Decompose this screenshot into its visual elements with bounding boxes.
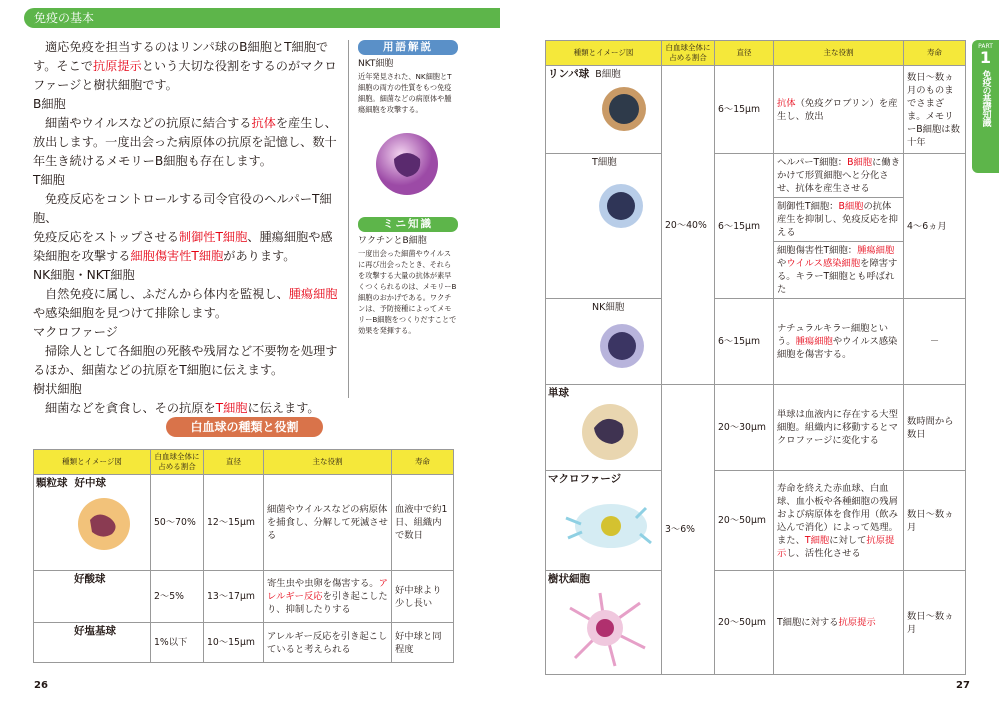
- cell-type: [546, 66, 662, 154]
- section-title: 白血球の種類と役割: [166, 417, 323, 437]
- header-cell: 直径: [204, 450, 264, 475]
- t-role-cytotoxic: [774, 242, 903, 298]
- chapter-header: 免疫の基本: [24, 8, 500, 28]
- keyword: 抗原提示: [838, 617, 876, 628]
- text: 自然免疫に属し、ふだんから体内を監視し、: [45, 287, 289, 301]
- text: 染細胞を攻撃する: [33, 249, 131, 263]
- part-title: 免疫の基礎知識: [980, 70, 991, 126]
- text: し、活性化させる: [786, 547, 861, 559]
- header-cell: 主な役割: [264, 450, 392, 475]
- cell-role: 単球は血液内に存在する大型細胞。組織内に移動するとマクロファージに変化する: [774, 385, 904, 471]
- text: ヘルパーT細胞：: [777, 157, 848, 168]
- page-number: 26: [34, 680, 48, 691]
- text: に働きかけて形質細胞へと分化させ、抗体を産生させる: [777, 157, 900, 194]
- table-row: [546, 385, 966, 471]
- cell-role: [264, 571, 392, 623]
- cell-diameter: 10～15μm: [204, 623, 264, 663]
- header-cell: 主な役割: [774, 41, 904, 66]
- t-role-helper: [774, 154, 903, 198]
- main-text: [33, 38, 338, 418]
- table-row: [34, 623, 454, 663]
- cell-type: [34, 475, 151, 571]
- keyword: 細胞傷害性T細胞: [130, 249, 224, 263]
- cell-role: [774, 571, 904, 675]
- cell-name: 好中球: [74, 477, 106, 489]
- keyword: 制御性T細胞: [178, 230, 248, 244]
- cell-life: 数時間から数日: [904, 385, 966, 471]
- text: 、腫瘍細胞や感: [247, 230, 333, 244]
- cell-type: [546, 299, 662, 385]
- cell-role: [774, 154, 904, 299]
- cell-type: [546, 385, 662, 471]
- left-table: [33, 449, 454, 663]
- keyword: 腫瘍細胞: [795, 336, 833, 347]
- table-row: [34, 571, 454, 623]
- neutrophil-illustration: [76, 496, 132, 552]
- table-row: [546, 66, 966, 154]
- text: 細胞傷害性T細胞：: [777, 245, 858, 256]
- text: T細胞に対する: [777, 617, 839, 628]
- text: 年生き続けるメモリーB細胞も存在します。: [33, 154, 272, 168]
- text: を障害する。キラーT細胞とも呼ばれた: [777, 258, 898, 295]
- term-text: 近年発見された、NK細胞とT細胞の両方の性質をもつ免疫細胞。細菌などの病原体や腫瘍細胞を攻撃する。: [358, 72, 452, 114]
- cell-diameter: 6～15μm: [715, 299, 774, 385]
- t-cell-illustration: [596, 181, 646, 231]
- keyword: 腫瘍細胞: [288, 287, 338, 301]
- cell-life: －: [904, 299, 966, 385]
- text: 細菌などを貪食し、その抗原を: [45, 401, 216, 415]
- right-page: [500, 0, 999, 709]
- table-header-row: [546, 41, 966, 66]
- table-row: [546, 471, 966, 571]
- cell-name: マクロファージ: [548, 473, 622, 485]
- mini-badge: ミニ知識: [358, 217, 458, 232]
- term-title: NKT細胞: [358, 59, 394, 69]
- divider: [348, 40, 349, 398]
- text: 寿命を終えた赤血球、白血球、血小板や各種細胞の残屑および病原体を食作用（飲み込んで消化）によって処理。また、: [777, 482, 898, 546]
- cell-life: 数日～数ヵ月: [904, 571, 966, 675]
- cell-group: リンパ球: [548, 68, 590, 80]
- monocyte-illustration: [578, 400, 642, 464]
- header-cell: 寿命: [904, 41, 966, 66]
- cell-ratio: 2～5%: [151, 571, 204, 623]
- text: や感染細胞を見つけて排除します。: [33, 306, 228, 320]
- term-badge: 用語解説: [358, 40, 458, 55]
- text: （免疫グロブリン）を産生し、放出: [777, 97, 898, 122]
- text: るほか、細菌などの抗原をT細胞に伝えます。: [33, 363, 284, 377]
- cell-life: 好中球より少し長い: [392, 571, 454, 623]
- text: ナチュラルキラー細胞という。: [777, 323, 889, 347]
- cell-name: T細胞: [592, 157, 617, 168]
- header-cell: 寿命: [392, 450, 454, 475]
- cell-diameter: 12～15μm: [204, 475, 264, 571]
- text: の抗体産生を抑制し、免疫反応を抑える: [777, 201, 898, 238]
- cell-group: 顆粒球: [36, 477, 68, 489]
- text: を産生し、: [275, 116, 337, 130]
- page-number: 27: [956, 680, 970, 691]
- cell-type: [34, 571, 151, 623]
- right-table: [545, 40, 966, 675]
- table-row: [34, 475, 454, 571]
- part-number: 1: [979, 48, 992, 67]
- keyword: 抗体: [251, 116, 276, 130]
- header-cell: 直径: [715, 41, 774, 66]
- text: 掃除人として各細胞の死骸や残屑など不要物を処理す: [45, 344, 338, 358]
- table-row: [546, 299, 966, 385]
- cell-role: [774, 66, 904, 154]
- cell-name: 単球: [548, 387, 569, 399]
- cell-diameter: 6～15μm: [715, 154, 774, 299]
- text: ファージと樹状細胞です。: [33, 78, 178, 92]
- cell-life: 数日～数ヵ月: [904, 471, 966, 571]
- keyword: アレルギー反応: [267, 578, 388, 602]
- cell-name: 好酸球: [74, 573, 106, 585]
- subheading: B細胞: [33, 97, 66, 111]
- mini-title: ワクチンとB細胞: [358, 236, 427, 246]
- text: 免疫反応をストップさせる: [33, 230, 179, 244]
- cell-diameter: 13～17μm: [204, 571, 264, 623]
- table-row: [546, 571, 966, 675]
- subheading: 樹状細胞: [33, 382, 82, 396]
- chapter-tab: [972, 40, 999, 173]
- keyword: ウイルス感染細胞: [786, 258, 861, 269]
- table-header-row: [34, 450, 454, 475]
- text: があります。: [223, 249, 296, 263]
- cell-ratio: 1%以下: [151, 623, 204, 663]
- term-box: [358, 40, 458, 202]
- cell-life: 4～6ヵ月: [904, 154, 966, 299]
- cell-name: 好塩基球: [74, 625, 116, 637]
- cell-name: NK細胞: [592, 302, 625, 313]
- keyword: 抗体: [777, 97, 796, 109]
- header-cell: 白血球全体に占める割合: [151, 450, 204, 475]
- nkt-cell-illustration: [372, 129, 442, 199]
- cell-role: [774, 299, 904, 385]
- header-cell: 種類とイメージ図: [34, 450, 151, 475]
- text: 細菌やウイルスなどの抗原に結合する: [45, 116, 252, 130]
- cell-name: 樹状細胞: [548, 573, 590, 585]
- cell-ratio: 3～6%: [662, 385, 715, 675]
- text: や: [777, 258, 787, 269]
- keyword: 腫瘍細胞: [857, 245, 895, 256]
- t-role-regulatory: [774, 198, 903, 242]
- cell-diameter: 20～30μm: [715, 385, 774, 471]
- cell-role: 細菌やウイルスなどの病原体を捕食し、分解して死滅させる: [264, 475, 392, 571]
- text: 制御性T細胞：: [777, 201, 839, 212]
- subheading: NK細胞・NKT細胞: [33, 268, 135, 282]
- cell-name: B細胞: [595, 69, 621, 80]
- mini-text: 一度出会った細菌やウイルスに再び出会ったとき、それらを攻撃する大量の抗体が素早くつくられるのは、メモリーB細胞のおかげである。ワクチンは、予防接種によってメモリーB細胞をつくりだすことで効果を発揮する。: [358, 249, 457, 335]
- header-cell: 白血球全体に占める割合: [662, 41, 715, 66]
- text: 適応免疫を担当するのはリンパ球のB細胞とT細胞で: [45, 40, 329, 54]
- text: 寄生虫や虫卵を傷害する。: [267, 578, 379, 589]
- cell-type: [546, 471, 662, 571]
- b-cell-illustration: [600, 85, 648, 133]
- mini-box: [358, 217, 458, 336]
- nk-cell-illustration: [596, 320, 648, 372]
- dendritic-cell-illustration: [560, 588, 650, 668]
- keyword: B細胞: [838, 201, 864, 212]
- cell-diameter: 20～50μm: [715, 471, 774, 571]
- keyword: 抗原提示: [92, 59, 142, 73]
- text: 放出します。一度出会った病原体の抗原を記憶し、数十: [33, 135, 337, 149]
- keyword: T細胞: [215, 401, 248, 415]
- table-row: [546, 154, 966, 299]
- text: を引き起こしたり、抑制したりする: [267, 591, 388, 615]
- subheading: マクロファージ: [33, 325, 118, 339]
- part-label: PART: [978, 43, 993, 50]
- cell-type: [546, 154, 662, 299]
- cell-role: [774, 471, 904, 571]
- keyword: T細胞: [804, 534, 830, 546]
- text: 免疫反応をコントロールする司令官役のヘルパーT細胞、: [33, 192, 332, 225]
- cell-life: 血液中で約1日、組織内で数日: [392, 475, 454, 571]
- text: す。そこで: [33, 59, 93, 73]
- cell-role: アレルギー反応を引き起こしていると考えられる: [264, 623, 392, 663]
- cell-life: 好中球と同程度: [392, 623, 454, 663]
- cell-diameter: 6～15μm: [715, 66, 774, 154]
- text: やウイルス感染細胞を傷害する。: [777, 336, 898, 360]
- keyword: 抗原提示: [777, 534, 895, 559]
- header-cell: 種類とイメージ図: [546, 41, 662, 66]
- cell-ratio: 20～40%: [662, 66, 715, 385]
- cell-diameter: 20～50μm: [715, 571, 774, 675]
- subheading: T細胞: [33, 173, 65, 187]
- text: に伝えます。: [247, 401, 320, 415]
- macrophage-illustration: [556, 488, 656, 558]
- text: に対して: [829, 534, 867, 546]
- text: という大切な役割をするのがマクロ: [141, 59, 337, 73]
- cell-type: [546, 571, 662, 675]
- cell-ratio: 50～70%: [151, 475, 204, 571]
- cell-type: [34, 623, 151, 663]
- keyword: B細胞: [847, 157, 873, 168]
- cell-life: 数日～数ヵ月のものまでさまざま。メモリーB細胞は数十年: [904, 66, 966, 154]
